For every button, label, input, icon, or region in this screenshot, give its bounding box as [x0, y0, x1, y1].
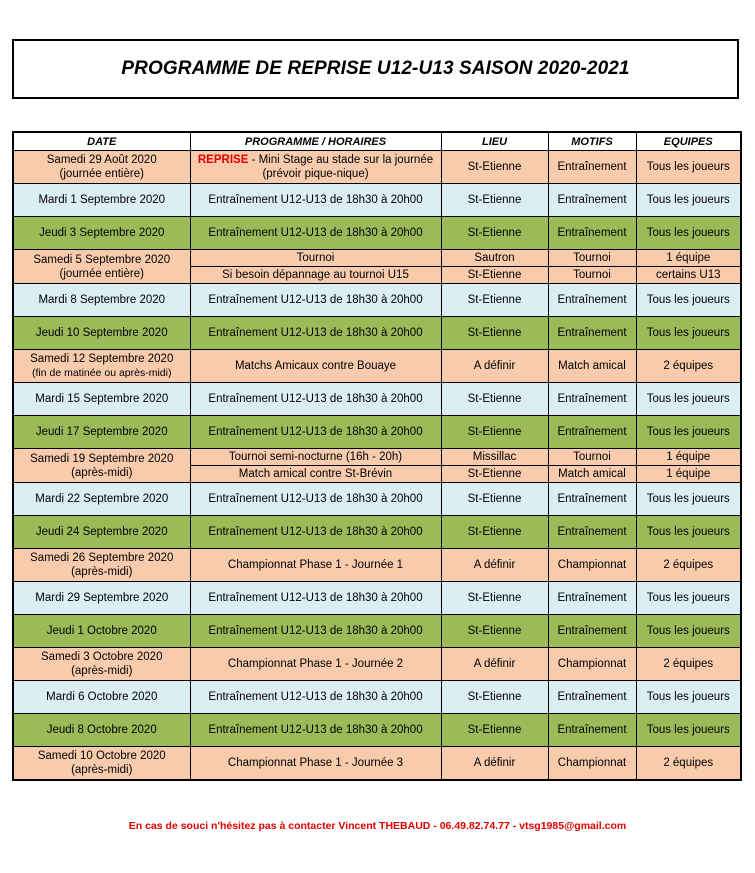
- lieu-cell: St-Etienne: [441, 483, 548, 516]
- motif-cell: Championnat: [548, 747, 636, 781]
- date-cell: Samedi 10 Octobre 2020 (après-midi): [13, 747, 190, 781]
- lieu-cell: St-Etienne: [441, 267, 548, 284]
- table-row: [13, 250, 741, 267]
- motif-cell: Entraînement: [548, 681, 636, 714]
- programme-cell: Entraînement U12-U13 de 18h30 à 20h00: [190, 516, 441, 549]
- motif-cell: Entraînement: [548, 184, 636, 217]
- lieu-cell: Sautron: [441, 250, 548, 267]
- equipe-cell: Tous les joueurs: [636, 483, 741, 516]
- motif-cell: Match amical: [548, 466, 636, 483]
- table-row: [13, 714, 741, 747]
- table-row: [13, 184, 741, 217]
- table-row: [13, 648, 741, 681]
- date-cell: Samedi 29 Août 2020 (journée entière): [13, 151, 190, 184]
- equipe-cell: 1 équipe: [636, 449, 741, 466]
- motif-cell: Tournoi: [548, 250, 636, 267]
- lieu-cell: St-Etienne: [441, 714, 548, 747]
- motif-cell: Entraînement: [548, 284, 636, 317]
- lieu-cell: St-Etienne: [441, 681, 548, 714]
- equipe-cell: Tous les joueurs: [636, 615, 741, 648]
- lieu-cell: St-Etienne: [441, 217, 548, 250]
- programme-cell: Championnat Phase 1 - Journée 2: [190, 648, 441, 681]
- table-row: [13, 284, 741, 317]
- lieu-cell: St-Etienne: [441, 615, 548, 648]
- lieu-cell: St-Etienne: [441, 466, 548, 483]
- equipe-cell: Tous les joueurs: [636, 681, 741, 714]
- header-programme: PROGRAMME / HORAIRES: [190, 132, 441, 151]
- lieu-cell: St-Etienne: [441, 184, 548, 217]
- lieu-cell: A définir: [441, 350, 548, 383]
- motif-cell: Championnat: [548, 648, 636, 681]
- equipe-cell: Tous les joueurs: [636, 184, 741, 217]
- contact-footer: En cas de souci n'hésitez pas à contacter Vincent THEBAUD - 06.49.82.74.77 - vtsg1985@gmail.com: [128, 820, 627, 832]
- table-row: [13, 449, 741, 466]
- date-cell: Samedi 19 Septembre 2020 (après-midi): [13, 449, 190, 483]
- table-row: [13, 383, 741, 416]
- motif-cell: Entraînement: [548, 483, 636, 516]
- lieu-cell: St-Etienne: [441, 516, 548, 549]
- programme-cell: Championnat Phase 1 - Journée 1: [190, 549, 441, 582]
- equipe-cell: 2 équipes: [636, 549, 741, 582]
- programme-cell: Entraînement U12-U13 de 18h30 à 20h00: [190, 582, 441, 615]
- date-cell: Mardi 8 Septembre 2020: [13, 284, 190, 317]
- table-row: [13, 516, 741, 549]
- lieu-cell: St-Etienne: [441, 383, 548, 416]
- programme-cell: Matchs Amicaux contre Bouaye: [190, 350, 441, 383]
- programme-cell: Entraînement U12-U13 de 18h30 à 20h00: [190, 416, 441, 449]
- date-cell: Jeudi 24 Septembre 2020: [13, 516, 190, 549]
- lieu-cell: St-Etienne: [441, 582, 548, 615]
- equipe-cell: Tous les joueurs: [636, 516, 741, 549]
- programme-cell: Si besoin dépannage au tournoi U15: [190, 267, 441, 284]
- date-cell: Mardi 6 Octobre 2020: [13, 681, 190, 714]
- programme-cell: REPRISE - Mini Stage au stade sur la journée (prévoir pique-nique): [190, 151, 441, 184]
- lieu-cell: A définir: [441, 747, 548, 781]
- equipe-cell: Tous les joueurs: [636, 714, 741, 747]
- table-row: [13, 416, 741, 449]
- header-equipes: EQUIPES: [636, 132, 741, 151]
- programme-cell: Championnat Phase 1 - Journée 3: [190, 747, 441, 781]
- page-title: PROGRAMME DE REPRISE U12-U13 SAISON 2020-2021: [121, 58, 630, 79]
- motif-cell: Entraînement: [548, 317, 636, 350]
- date-cell: Samedi 3 Octobre 2020 (après-midi): [13, 648, 190, 681]
- date-cell: Jeudi 17 Septembre 2020: [13, 416, 190, 449]
- programme-cell: Entraînement U12-U13 de 18h30 à 20h00: [190, 681, 441, 714]
- programme-cell: Entraînement U12-U13 de 18h30 à 20h00: [190, 714, 441, 747]
- header-motifs: MOTIFS: [548, 132, 636, 151]
- table-row: [13, 681, 741, 714]
- date-cell: Samedi 26 Septembre 2020 (après-midi): [13, 549, 190, 582]
- motif-cell: Entraînement: [548, 217, 636, 250]
- table-row: [13, 350, 741, 383]
- lieu-cell: St-Etienne: [441, 317, 548, 350]
- equipe-cell: 1 équipe: [636, 466, 741, 483]
- programme-cell: Entraînement U12-U13 de 18h30 à 20h00: [190, 284, 441, 317]
- table-row: [13, 483, 741, 516]
- motif-cell: Entraînement: [548, 151, 636, 184]
- equipe-cell: 2 équipes: [636, 350, 741, 383]
- motif-cell: Match amical: [548, 350, 636, 383]
- date-cell: Mardi 22 Septembre 2020: [13, 483, 190, 516]
- motif-cell: Entraînement: [548, 383, 636, 416]
- lieu-cell: A définir: [441, 648, 548, 681]
- table-row: [13, 549, 741, 582]
- motif-cell: Entraînement: [548, 714, 636, 747]
- equipe-cell: Tous les joueurs: [636, 284, 741, 317]
- equipe-cell: Tous les joueurs: [636, 217, 741, 250]
- date-cell: Jeudi 10 Septembre 2020: [13, 317, 190, 350]
- table-row: [13, 151, 741, 184]
- equipe-cell: Tous les joueurs: [636, 151, 741, 184]
- date-cell: Jeudi 8 Octobre 2020: [13, 714, 190, 747]
- date-cell: Samedi 12 Septembre 2020 (fin de matinée ou après-midi): [13, 350, 190, 383]
- equipe-cell: Tous les joueurs: [636, 317, 741, 350]
- table-row: [13, 582, 741, 615]
- lieu-cell: St-Etienne: [441, 416, 548, 449]
- date-cell: Mardi 29 Septembre 2020: [13, 582, 190, 615]
- lieu-cell: A définir: [441, 549, 548, 582]
- programme-cell: Entraînement U12-U13 de 18h30 à 20h00: [190, 483, 441, 516]
- equipe-cell: Tous les joueurs: [636, 582, 741, 615]
- equipe-cell: 2 équipes: [636, 747, 741, 781]
- programme-cell: Entraînement U12-U13 de 18h30 à 20h00: [190, 217, 441, 250]
- table-header-row: [13, 132, 741, 151]
- date-cell: Jeudi 1 Octobre 2020: [13, 615, 190, 648]
- table-row: [13, 747, 741, 781]
- date-cell: Jeudi 3 Septembre 2020: [13, 217, 190, 250]
- lieu-cell: St-Etienne: [441, 151, 548, 184]
- title-box: [12, 39, 739, 99]
- programme-cell: Tournoi: [190, 250, 441, 267]
- equipe-cell: certains U13: [636, 267, 741, 284]
- lieu-cell: St-Etienne: [441, 284, 548, 317]
- programme-cell: Match amical contre St-Brévin: [190, 466, 441, 483]
- programme-cell: Entraînement U12-U13 de 18h30 à 20h00: [190, 383, 441, 416]
- header-lieu: LIEU: [441, 132, 548, 151]
- schedule-table: [12, 131, 742, 781]
- programme-cell: Entraînement U12-U13 de 18h30 à 20h00: [190, 317, 441, 350]
- table-row: [13, 217, 741, 250]
- date-cell: Mardi 1 Septembre 2020: [13, 184, 190, 217]
- date-cell: Samedi 5 Septembre 2020 (journée entière): [13, 250, 190, 284]
- date-cell: Mardi 15 Septembre 2020: [13, 383, 190, 416]
- equipe-cell: Tous les joueurs: [636, 416, 741, 449]
- table-row: [13, 317, 741, 350]
- lieu-cell: Missillac: [441, 449, 548, 466]
- programme-cell: Tournoi semi-nocturne (16h - 20h): [190, 449, 441, 466]
- equipe-cell: 2 équipes: [636, 648, 741, 681]
- motif-cell: Tournoi: [548, 449, 636, 466]
- header-date: DATE: [13, 132, 190, 151]
- motif-cell: Tournoi: [548, 267, 636, 284]
- motif-cell: Entraînement: [548, 582, 636, 615]
- motif-cell: Entraînement: [548, 516, 636, 549]
- table-row: [13, 615, 741, 648]
- programme-cell: Entraînement U12-U13 de 18h30 à 20h00: [190, 615, 441, 648]
- motif-cell: Entraînement: [548, 615, 636, 648]
- equipe-cell: Tous les joueurs: [636, 383, 741, 416]
- equipe-cell: 1 équipe: [636, 250, 741, 267]
- motif-cell: Championnat: [548, 549, 636, 582]
- motif-cell: Entraînement: [548, 416, 636, 449]
- programme-cell: Entraînement U12-U13 de 18h30 à 20h00: [190, 184, 441, 217]
